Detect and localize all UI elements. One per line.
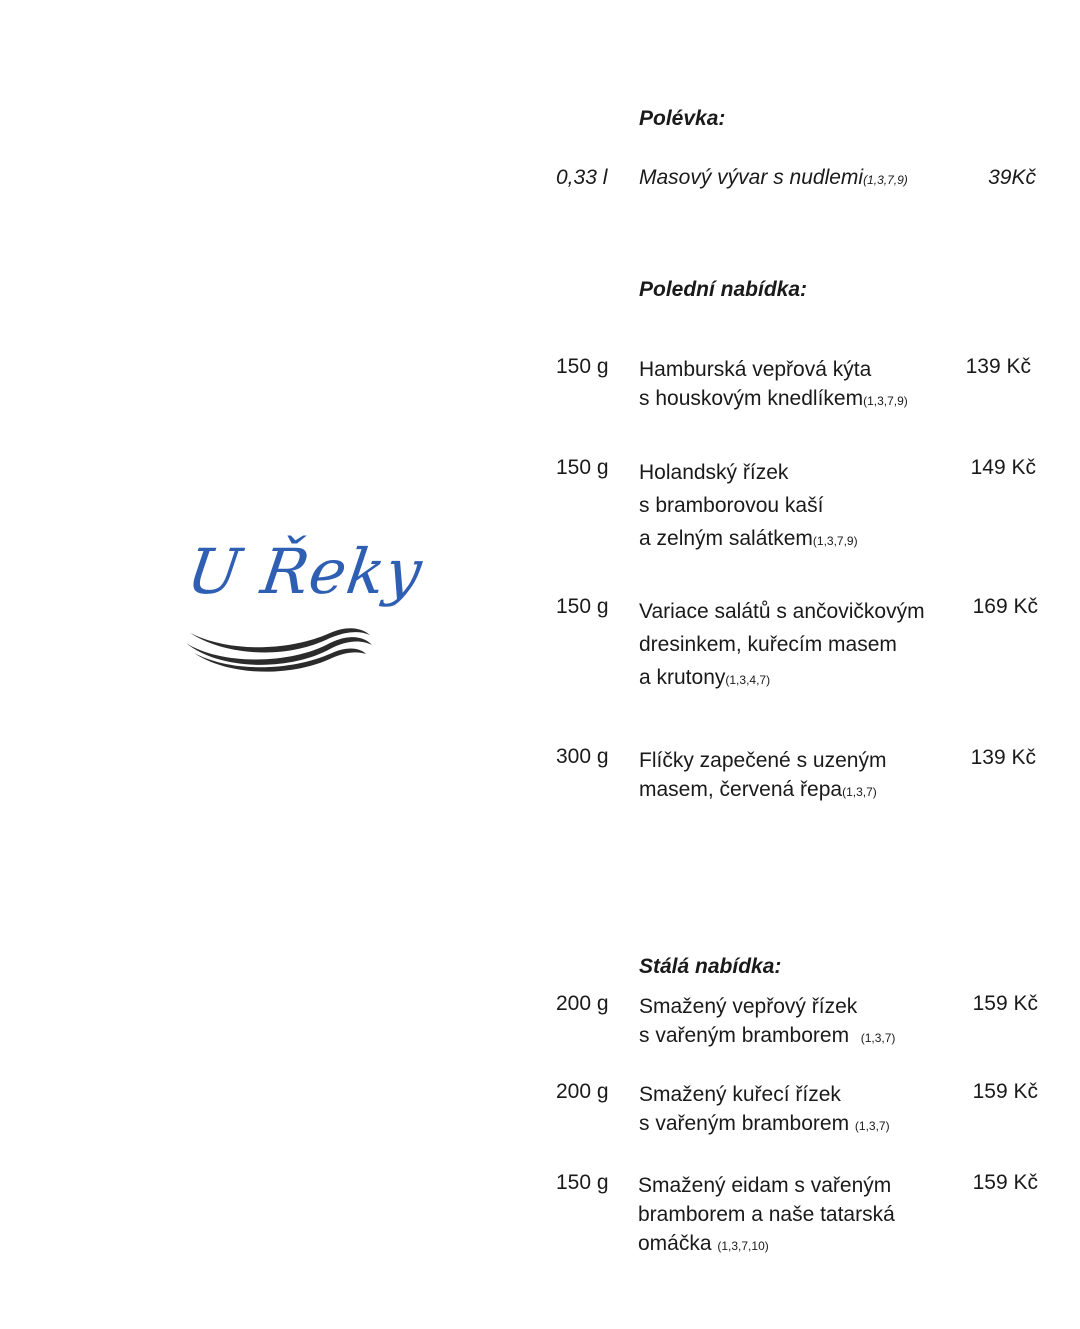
section-heading-lunch: Polední nabídka:: [639, 278, 808, 301]
waves-icon: [180, 625, 380, 675]
item-name-line: Smažený kuřecí řízek: [639, 1083, 841, 1106]
item-name-line: Variace salátů s ančovičkovým: [639, 600, 925, 623]
item-allergens: (1,3,7,9): [863, 173, 908, 187]
item-name-line: s vařeným bramborem: [639, 1024, 850, 1047]
item-name-line: s vařeným bramborem: [639, 1112, 850, 1135]
item-name-line: Smažený eidam s vařeným: [638, 1174, 892, 1197]
item-name-line: a zelným salátkem: [639, 527, 813, 550]
restaurant-logo: [180, 535, 428, 685]
item-amount: 150 g: [556, 1171, 609, 1194]
item-amount: 0,33 l: [556, 166, 608, 189]
item-allergens: (1,3,7): [860, 1031, 896, 1045]
item-name-line: bramborem a naše tatarská: [638, 1203, 895, 1226]
item-name-line: dresinkem, kuřecím masem: [639, 633, 897, 656]
item-price: 39Kč: [988, 166, 1036, 189]
item-name: [639, 746, 886, 807]
item-name-line: omáčka: [638, 1232, 712, 1255]
item-allergens: (1,3,7,9): [863, 394, 908, 408]
item-name: [639, 355, 908, 416]
item-amount: 300 g: [556, 745, 609, 768]
item-price: 139 Kč: [965, 355, 1031, 378]
item-amount: 200 g: [556, 1080, 609, 1103]
item-name-line: Masový vývar s nudlemi: [639, 166, 864, 189]
item-name-line: Hamburská vepřová kýta: [639, 358, 872, 381]
section-heading-permanent: Stálá nabídka:: [639, 955, 782, 978]
item-allergens: (1,3,7): [854, 1119, 890, 1133]
item-price: 149 Kč: [970, 456, 1036, 479]
item-name-line: s bramborovou kaší: [639, 494, 824, 517]
item-price: 169 Kč: [972, 595, 1038, 618]
item-name: [639, 456, 858, 558]
item-name-line: masem, červená řepa: [639, 778, 843, 801]
item-name: [638, 1171, 895, 1261]
item-allergens: (1,3,7,9): [812, 534, 858, 548]
item-name: [639, 166, 908, 190]
item-name-line: Holandský řízek: [639, 461, 789, 484]
item-name: [639, 992, 895, 1053]
item-name: [639, 1080, 890, 1141]
item-price: 159 Kč: [972, 1171, 1038, 1194]
item-amount: 200 g: [556, 992, 609, 1015]
item-amount: 150 g: [556, 456, 609, 479]
item-price: 159 Kč: [972, 1080, 1038, 1103]
item-name-line: s houskovým knedlíkem: [639, 387, 864, 410]
item-amount: 150 g: [556, 595, 609, 618]
item-allergens: (1,3,4,7): [725, 673, 771, 687]
item-allergens: (1,3,7,10): [717, 1239, 769, 1253]
item-allergens: (1,3,7): [842, 785, 877, 799]
item-price: 139 Kč: [970, 746, 1036, 769]
item-name: [639, 595, 925, 697]
item-amount: 150 g: [556, 355, 609, 378]
item-name-line: Flíčky zapečené s uzeným: [639, 749, 887, 772]
item-price: 159 Kč: [972, 992, 1038, 1015]
section-heading-soup: Polévka:: [639, 107, 726, 130]
item-name-line: a krutony: [639, 666, 726, 689]
logo-text: U Řeky: [182, 535, 428, 608]
item-name-line: Smažený vepřový řízek: [639, 995, 858, 1018]
